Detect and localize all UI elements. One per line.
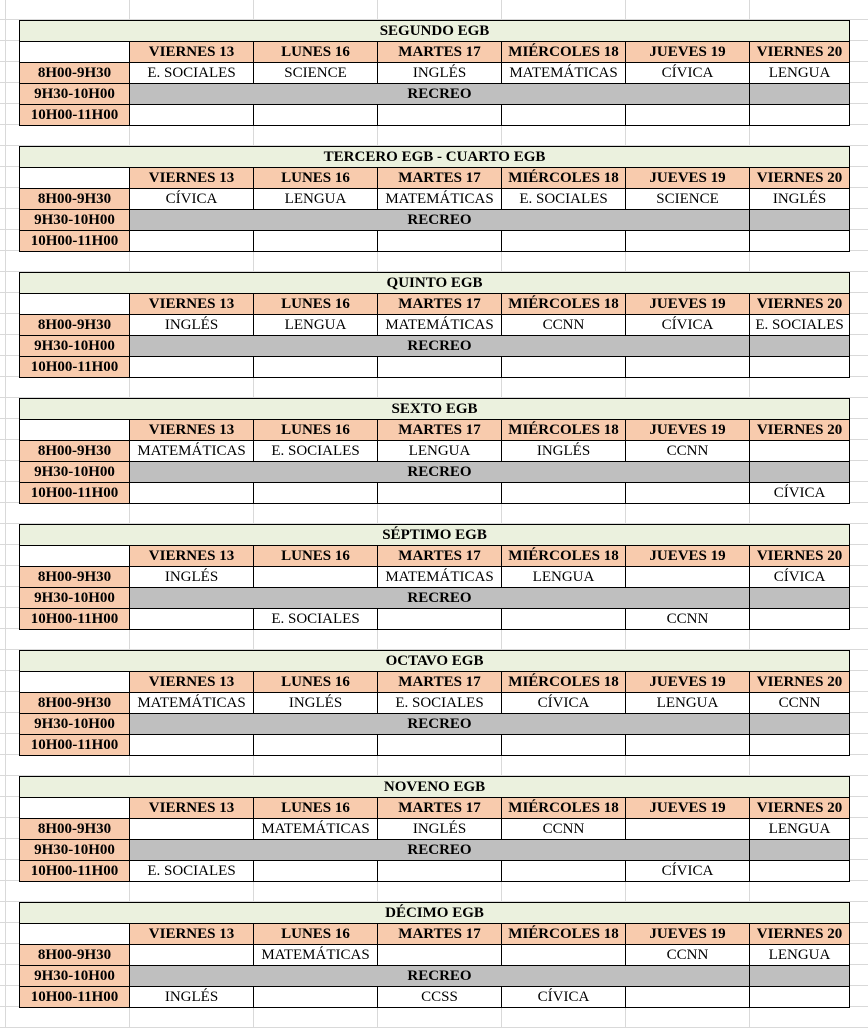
title-row [20,147,850,168]
day-header-row [20,672,850,693]
title-row [20,21,850,42]
subject-cell[interactable] [750,609,850,630]
day-header-row [20,798,850,819]
title-row [20,651,850,672]
recess-row [20,84,850,105]
title-row [20,525,850,546]
time-slot-label: 10H00-11H00 [20,483,130,504]
time-slot-label: 8H00-9H30 [20,441,130,462]
subject-cell[interactable]: INGLÉS [254,693,378,714]
recess-label: RECREO [130,966,750,987]
day-header: MIÉRCOLES 18 [502,672,626,693]
grade-block [19,776,849,902]
subject-cell[interactable] [750,231,850,252]
table-row [20,357,850,378]
day-header-row [20,42,850,63]
grade-title: QUINTO EGB [20,273,850,294]
subject-cell[interactable]: INGLÉS [130,315,254,336]
subject-cell[interactable] [502,609,626,630]
time-slot-label: 9H30-10H00 [20,462,130,483]
grade-schedule-table [19,776,850,882]
recess-cell [750,462,850,483]
grade-block [19,146,849,272]
corner-cell [20,924,130,945]
day-header-row [20,168,850,189]
time-slot-label: 10H00-11H00 [20,861,130,882]
subject-cell[interactable]: CCSS [378,987,502,1008]
subject-cell[interactable]: LENGUA [378,441,502,462]
day-header: MIÉRCOLES 18 [502,798,626,819]
table-row [20,693,850,714]
grade-block [19,20,849,146]
time-slot-label: 8H00-9H30 [20,693,130,714]
day-header: MARTES 17 [378,924,502,945]
corner-cell [20,294,130,315]
subject-cell[interactable] [378,483,502,504]
day-header: MIÉRCOLES 18 [502,294,626,315]
grade-block [19,650,849,776]
subject-cell[interactable] [378,231,502,252]
subject-cell[interactable]: INGLÉS [378,63,502,84]
subject-cell[interactable]: CÍVICA [750,483,850,504]
day-header: VIERNES 13 [130,924,254,945]
day-header: VIERNES 20 [750,798,850,819]
table-row [20,819,850,840]
subject-cell[interactable]: CCNN [626,609,750,630]
grade-schedule-table [19,398,850,504]
subject-cell[interactable] [130,105,254,126]
subject-cell[interactable] [130,357,254,378]
title-row [20,273,850,294]
day-header: VIERNES 20 [750,42,850,63]
grade-schedule-table [19,272,850,378]
subject-cell[interactable] [254,861,378,882]
recess-cell [750,336,850,357]
time-slot-label: 8H00-9H30 [20,819,130,840]
recess-label: RECREO [130,588,750,609]
subject-cell[interactable] [130,945,254,966]
subject-cell[interactable] [626,819,750,840]
subject-cell[interactable]: INGLÉS [750,189,850,210]
day-header: LUNES 16 [254,168,378,189]
subject-cell[interactable]: LENGUA [254,315,378,336]
day-header: LUNES 16 [254,924,378,945]
recess-row [20,336,850,357]
corner-cell [20,672,130,693]
recess-label: RECREO [130,336,750,357]
day-header: JUEVES 19 [626,42,750,63]
recess-cell [750,966,850,987]
table-row [20,735,850,756]
grade-schedule-table [19,524,850,630]
table-row [20,861,850,882]
day-header: VIERNES 13 [130,672,254,693]
corner-cell [20,420,130,441]
grade-title: SEGUNDO EGB [20,21,850,42]
day-header-row [20,546,850,567]
table-row [20,315,850,336]
subject-cell[interactable]: INGLÉS [130,567,254,588]
day-header: JUEVES 19 [626,798,750,819]
day-header: MARTES 17 [378,672,502,693]
subject-cell[interactable] [626,105,750,126]
grade-block [19,398,849,524]
subject-cell[interactable]: SCIENCE [254,63,378,84]
day-header: VIERNES 13 [130,420,254,441]
grade-title: OCTAVO EGB [20,651,850,672]
subject-cell[interactable]: E. SOCIALES [130,861,254,882]
subject-cell[interactable] [502,945,626,966]
subject-cell[interactable] [130,735,254,756]
day-header: LUNES 16 [254,798,378,819]
day-header-row [20,924,850,945]
day-header-row [20,294,850,315]
grade-block [19,272,849,398]
subject-cell[interactable]: CCNN [502,315,626,336]
subject-cell[interactable] [130,609,254,630]
day-header: VIERNES 20 [750,546,850,567]
recess-cell [750,840,850,861]
subject-cell[interactable]: E. SOCIALES [750,315,850,336]
day-header: MIÉRCOLES 18 [502,420,626,441]
subject-cell[interactable]: SCIENCE [626,189,750,210]
subject-cell[interactable]: LENGUA [254,189,378,210]
grade-title: NOVENO EGB [20,777,850,798]
time-slot-label: 8H00-9H30 [20,315,130,336]
time-slot-label: 10H00-11H00 [20,987,130,1008]
day-header: MARTES 17 [378,546,502,567]
subject-cell[interactable]: CCNN [626,441,750,462]
table-row [20,105,850,126]
subject-cell[interactable]: E. SOCIALES [254,609,378,630]
grade-title: SÉPTIMO EGB [20,525,850,546]
subject-cell[interactable] [254,105,378,126]
subject-cell[interactable] [254,483,378,504]
subject-cell[interactable] [626,987,750,1008]
recess-cell [750,714,850,735]
subject-cell[interactable] [254,567,378,588]
recess-label: RECREO [130,714,750,735]
table-row [20,231,850,252]
grade-schedule-table [19,20,850,126]
time-slot-label: 10H00-11H00 [20,105,130,126]
time-slot-label: 9H30-10H00 [20,210,130,231]
time-slot-label: 10H00-11H00 [20,609,130,630]
subject-cell[interactable] [502,231,626,252]
day-header: LUNES 16 [254,546,378,567]
subject-cell[interactable] [130,819,254,840]
subject-cell[interactable]: CÍVICA [130,189,254,210]
day-header: VIERNES 13 [130,546,254,567]
subject-cell[interactable] [750,105,850,126]
subject-cell[interactable]: E. SOCIALES [254,441,378,462]
subject-cell[interactable]: CÍVICA [502,987,626,1008]
time-slot-label: 9H30-10H00 [20,966,130,987]
day-header: VIERNES 13 [130,294,254,315]
subject-cell[interactable]: LENGUA [626,693,750,714]
recess-cell [750,210,850,231]
time-slot-label: 10H00-11H00 [20,735,130,756]
time-slot-label: 9H30-10H00 [20,840,130,861]
subject-cell[interactable] [502,861,626,882]
subject-cell[interactable] [130,483,254,504]
subject-cell[interactable]: E. SOCIALES [502,189,626,210]
subject-cell[interactable] [750,861,850,882]
day-header: LUNES 16 [254,420,378,441]
subject-cell[interactable] [378,945,502,966]
subject-cell[interactable]: MATEMÁTICAS [254,819,378,840]
day-header: MARTES 17 [378,168,502,189]
time-slot-label: 10H00-11H00 [20,231,130,252]
subject-cell[interactable]: MATEMÁTICAS [254,945,378,966]
day-header: JUEVES 19 [626,420,750,441]
recess-label: RECREO [130,210,750,231]
subject-cell[interactable] [378,105,502,126]
time-slot-label: 9H30-10H00 [20,588,130,609]
subject-cell[interactable]: LENGUA [502,567,626,588]
subject-cell[interactable]: INGLÉS [130,987,254,1008]
table-row [20,63,850,84]
day-header: VIERNES 20 [750,924,850,945]
grade-block [19,902,849,1028]
grade-title: SEXTO EGB [20,399,850,420]
day-header: JUEVES 19 [626,546,750,567]
recess-row [20,714,850,735]
title-row [20,399,850,420]
table-row [20,567,850,588]
table-row [20,483,850,504]
grade-schedule-table [19,650,850,756]
day-header: MARTES 17 [378,420,502,441]
recess-label: RECREO [130,462,750,483]
subject-cell[interactable] [750,735,850,756]
recess-row [20,210,850,231]
day-header: LUNES 16 [254,42,378,63]
time-slot-label: 9H30-10H00 [20,714,130,735]
subject-cell[interactable]: CÍVICA [626,861,750,882]
table-row [20,609,850,630]
recess-row [20,462,850,483]
subject-cell[interactable] [254,231,378,252]
day-header: MIÉRCOLES 18 [502,42,626,63]
time-slot-label: 8H00-9H30 [20,567,130,588]
day-header: VIERNES 13 [130,168,254,189]
subject-cell[interactable] [378,735,502,756]
schedule-sheet [19,20,849,1028]
day-header: JUEVES 19 [626,168,750,189]
subject-cell[interactable] [750,441,850,462]
day-header: VIERNES 13 [130,42,254,63]
grade-title: DÉCIMO EGB [20,903,850,924]
subject-cell[interactable] [254,735,378,756]
day-header: MARTES 17 [378,798,502,819]
subject-cell[interactable] [254,987,378,1008]
subject-cell[interactable] [130,231,254,252]
subject-cell[interactable] [626,735,750,756]
day-header: VIERNES 20 [750,672,850,693]
subject-cell[interactable] [502,735,626,756]
recess-row [20,840,850,861]
subject-cell[interactable] [502,357,626,378]
time-slot-label: 8H00-9H30 [20,63,130,84]
grade-block [19,524,849,650]
day-header: MARTES 17 [378,294,502,315]
time-slot-label: 10H00-11H00 [20,357,130,378]
grade-schedule-table [19,146,850,252]
corner-cell [20,42,130,63]
recess-label: RECREO [130,840,750,861]
time-slot-label: 9H30-10H00 [20,336,130,357]
subject-cell[interactable]: MATEMÁTICAS [378,189,502,210]
table-row [20,945,850,966]
subject-cell[interactable] [378,861,502,882]
subject-cell[interactable] [502,105,626,126]
grade-title: TERCERO EGB - CUARTO EGB [20,147,850,168]
subject-cell[interactable] [750,357,850,378]
subject-cell[interactable] [626,231,750,252]
day-header: VIERNES 20 [750,168,850,189]
subject-cell[interactable]: LENGUA [750,819,850,840]
subject-cell[interactable]: CÍVICA [626,315,750,336]
subject-cell[interactable]: CÍVICA [502,693,626,714]
title-row [20,777,850,798]
recess-row [20,588,850,609]
subject-cell[interactable]: INGLÉS [378,819,502,840]
subject-cell[interactable]: MATEMÁTICAS [378,315,502,336]
table-row [20,189,850,210]
day-header: MIÉRCOLES 18 [502,546,626,567]
recess-row [20,966,850,987]
corner-cell [20,798,130,819]
recess-cell [750,84,850,105]
subject-cell[interactable]: MATEMÁTICAS [378,567,502,588]
title-row [20,903,850,924]
subject-cell[interactable]: LENGUA [750,945,850,966]
recess-cell [750,588,850,609]
subject-cell[interactable]: MATEMÁTICAS [502,63,626,84]
subject-cell[interactable]: INGLÉS [502,441,626,462]
day-header: VIERNES 20 [750,294,850,315]
subject-cell[interactable]: E. SOCIALES [378,693,502,714]
time-slot-label: 9H30-10H00 [20,84,130,105]
subject-cell[interactable] [626,567,750,588]
subject-cell[interactable]: CÍVICA [750,567,850,588]
corner-cell [20,168,130,189]
table-row [20,987,850,1008]
day-header: JUEVES 19 [626,294,750,315]
day-header: MIÉRCOLES 18 [502,168,626,189]
day-header-row [20,420,850,441]
day-header: MARTES 17 [378,42,502,63]
subject-cell[interactable] [378,609,502,630]
table-row [20,441,850,462]
subject-cell[interactable] [626,357,750,378]
subject-cell[interactable] [750,987,850,1008]
day-header: LUNES 16 [254,294,378,315]
subject-cell[interactable] [378,357,502,378]
time-slot-label: 8H00-9H30 [20,189,130,210]
day-header: VIERNES 13 [130,798,254,819]
grade-schedule-table [19,902,850,1008]
subject-cell[interactable]: CÍVICA [626,63,750,84]
subject-cell[interactable] [626,483,750,504]
time-slot-label: 8H00-9H30 [20,945,130,966]
day-header: MIÉRCOLES 18 [502,924,626,945]
day-header: JUEVES 19 [626,924,750,945]
day-header: JUEVES 19 [626,672,750,693]
subject-cell[interactable]: E. SOCIALES [130,63,254,84]
subject-cell[interactable]: LENGUA [750,63,850,84]
day-header: LUNES 16 [254,672,378,693]
subject-cell[interactable]: CCNN [502,819,626,840]
subject-cell[interactable] [502,483,626,504]
recess-label: RECREO [130,84,750,105]
subject-cell[interactable]: CCNN [750,693,850,714]
subject-cell[interactable]: MATEMÁTICAS [130,693,254,714]
subject-cell[interactable]: CCNN [626,945,750,966]
subject-cell[interactable]: MATEMÁTICAS [130,441,254,462]
corner-cell [20,546,130,567]
subject-cell[interactable] [254,357,378,378]
day-header: VIERNES 20 [750,420,850,441]
